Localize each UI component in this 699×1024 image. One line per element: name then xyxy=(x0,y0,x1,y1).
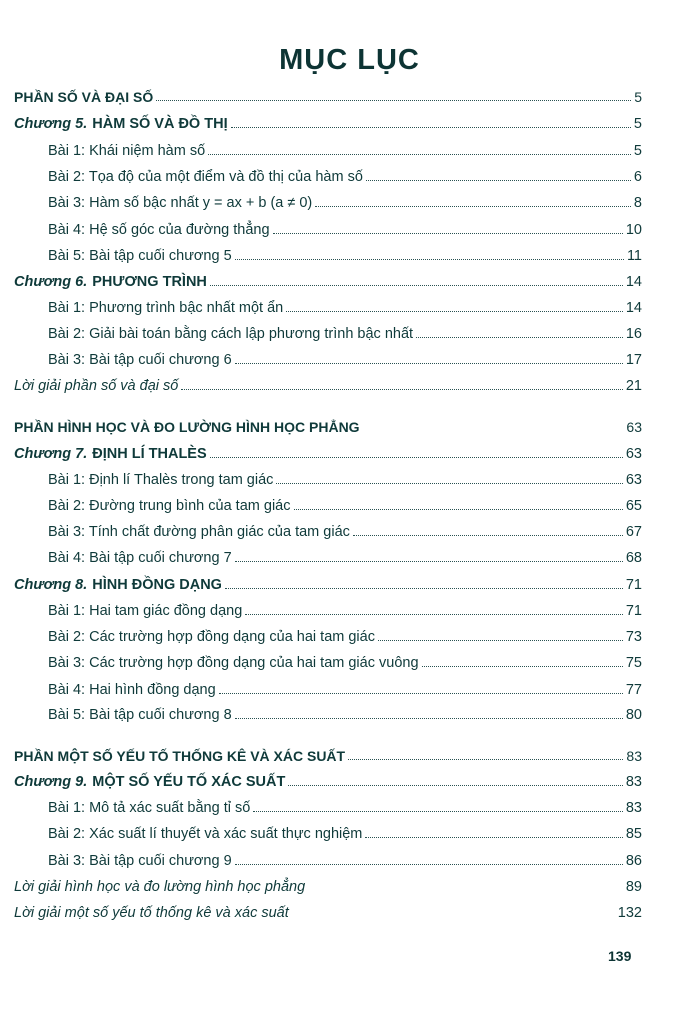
dot-leader xyxy=(366,179,631,181)
toc-chapter-entry xyxy=(14,274,642,290)
toc-lesson-entry xyxy=(48,603,642,619)
entry-label: HÀM SỐ VÀ ĐỒ THỊ xyxy=(92,116,228,132)
entry-page-number: 80 xyxy=(625,707,642,723)
chapter-number: Chương 7. xyxy=(14,446,88,462)
entry-label: Bài 1: Phương trình bậc nhất một ẩn xyxy=(48,300,284,316)
entry-label: Bài 1: Hai tam giác đồng dạng xyxy=(48,603,243,619)
toc-chapter-entry xyxy=(14,577,642,593)
toc-lesson-entry xyxy=(48,169,642,185)
entry-page-number: 14 xyxy=(625,300,642,316)
dot-leader xyxy=(235,560,623,562)
toc-solutions-entry xyxy=(14,879,642,895)
entry-page-number: 83 xyxy=(625,774,642,790)
toc-lesson-entry xyxy=(48,195,642,211)
entry-label: Bài 1: Khái niệm hàm số xyxy=(48,143,206,159)
entry-page-number: 89 xyxy=(625,879,642,895)
toc-lesson-entry xyxy=(48,498,642,514)
entry-page-number: 16 xyxy=(625,326,642,342)
entry-label: Lời giải phần số và đại số xyxy=(14,378,179,394)
dot-leader xyxy=(348,758,623,760)
toc-lesson-entry xyxy=(48,222,642,238)
entry-page-number: 68 xyxy=(625,550,642,566)
entry-label: PHẦN MỘT SỐ YẾU TỐ THỐNG KÊ VÀ XÁC SUẤT xyxy=(14,748,346,764)
entry-label: Bài 3: Hàm số bậc nhất y = ax + b (a ≠ 0) xyxy=(48,195,313,211)
dot-leader xyxy=(286,310,623,312)
entry-page-number: 10 xyxy=(625,222,642,238)
toc-solutions-entry xyxy=(14,378,642,394)
dot-leader xyxy=(235,258,624,260)
toc-lesson-entry xyxy=(48,707,642,723)
dot-leader xyxy=(235,717,623,719)
entry-page-number: 71 xyxy=(625,577,642,593)
dot-leader xyxy=(231,126,631,128)
toc-lesson-entry xyxy=(48,326,642,342)
dot-leader xyxy=(294,508,623,510)
entry-label: PHƯƠNG TRÌNH xyxy=(92,274,207,290)
toc-part-entry xyxy=(14,419,642,435)
entry-label: PHẦN SỐ VÀ ĐẠI SỐ xyxy=(14,89,154,105)
toc-lesson-entry xyxy=(48,826,642,842)
dot-leader xyxy=(181,388,623,390)
entry-label: Bài 4: Hệ số góc của đường thẳng xyxy=(48,222,270,238)
toc-lesson-entry xyxy=(48,143,642,159)
dot-leader xyxy=(210,456,623,458)
entry-label: HÌNH ĐỒNG DẠNG xyxy=(92,577,222,593)
entry-page-number: 83 xyxy=(626,748,642,764)
entry-label: Bài 3: Tính chất đường phân giác của tam giác xyxy=(48,524,350,540)
entry-page-number: 73 xyxy=(625,629,642,645)
toc-solutions-entry xyxy=(14,905,642,921)
entry-page-number: 71 xyxy=(625,603,642,619)
toc-part-entry xyxy=(14,89,642,105)
entry-label: MỘT SỐ YẾU TỐ XÁC SUẤT xyxy=(92,774,286,790)
entry-label: Lời giải hình học và đo lường hình học phẳng xyxy=(14,879,306,895)
toc-lesson-entry xyxy=(48,800,642,816)
entry-page-number: 77 xyxy=(625,682,642,698)
toc-lesson-entry xyxy=(48,655,642,671)
entry-page-number: 63 xyxy=(626,419,642,435)
chapter-number: Chương 9. xyxy=(14,774,88,790)
dot-leader xyxy=(292,916,615,917)
toc-chapter-entry xyxy=(14,774,642,790)
entry-page-number: 5 xyxy=(633,116,642,132)
entry-page-number: 67 xyxy=(625,524,642,540)
dot-leader xyxy=(363,430,624,431)
entry-page-number: 11 xyxy=(626,248,642,264)
dot-leader xyxy=(422,665,623,667)
dot-leader xyxy=(276,482,622,484)
entry-label: Lời giải một số yếu tố thống kê và xác suất xyxy=(14,905,289,921)
toc-lesson-entry xyxy=(48,472,642,488)
entry-label: Bài 5: Bài tập cuối chương 8 xyxy=(48,707,232,723)
page-number: 139 xyxy=(608,948,632,964)
entry-page-number: 85 xyxy=(625,826,642,842)
chapter-number: Chương 5. xyxy=(14,116,88,132)
entry-label: Bài 2: Đường trung bình của tam giác xyxy=(48,498,291,514)
toc-lesson-entry xyxy=(48,524,642,540)
toc-lesson-entry xyxy=(48,300,642,316)
entry-page-number: 63 xyxy=(625,472,642,488)
dot-leader xyxy=(353,534,623,536)
entry-page-number: 8 xyxy=(633,195,642,211)
toc-lesson-entry xyxy=(48,248,642,264)
entry-label: Bài 3: Các trường hợp đồng dạng của hai tam giác vuông xyxy=(48,655,419,671)
entry-label: Bài 1: Mô tả xác suất bằng tỉ số xyxy=(48,800,251,816)
dot-leader xyxy=(235,362,623,364)
entry-page-number: 5 xyxy=(633,143,642,159)
dot-leader xyxy=(156,99,631,101)
entry-page-number: 14 xyxy=(625,274,642,290)
dot-leader xyxy=(416,336,623,338)
entry-page-number: 63 xyxy=(625,446,642,462)
chapter-number: Chương 6. xyxy=(14,274,88,290)
toc-lesson-entry xyxy=(48,550,642,566)
entry-label: ĐỊNH LÍ THALÈS xyxy=(92,446,207,462)
entry-label: Bài 3: Bài tập cuối chương 6 xyxy=(48,352,232,368)
dot-leader xyxy=(225,587,623,589)
dot-leader xyxy=(315,205,631,207)
entry-label: Bài 2: Giải bài toán bằng cách lập phương trình bậc nhất xyxy=(48,326,414,342)
toc-lesson-entry xyxy=(48,629,642,645)
page-title: MỤC LỤC xyxy=(279,44,420,76)
entry-label: Bài 1: Định lí Thalès trong tam giác xyxy=(48,472,274,488)
entry-page-number: 132 xyxy=(617,905,642,921)
dot-leader xyxy=(288,784,623,786)
entry-label: Bài 3: Bài tập cuối chương 9 xyxy=(48,853,232,869)
entry-page-number: 17 xyxy=(625,352,642,368)
dot-leader xyxy=(253,810,623,812)
dot-leader xyxy=(235,863,623,865)
entry-page-number: 6 xyxy=(633,169,642,185)
entry-label: Bài 4: Hai hình đồng dạng xyxy=(48,682,216,698)
entry-label: Bài 5: Bài tập cuối chương 5 xyxy=(48,248,232,264)
dot-leader xyxy=(219,692,623,694)
entry-page-number: 86 xyxy=(625,853,642,869)
toc-chapter-entry xyxy=(14,446,642,462)
dot-leader xyxy=(365,836,622,838)
entry-label: Bài 4: Bài tập cuối chương 7 xyxy=(48,550,232,566)
dot-leader xyxy=(208,153,631,155)
toc-chapter-entry xyxy=(14,116,642,132)
dot-leader xyxy=(308,890,623,891)
entry-page-number: 21 xyxy=(625,378,642,394)
toc-lesson-entry xyxy=(48,682,642,698)
entry-label: Bài 2: Các trường hợp đồng dạng của hai tam giác xyxy=(48,629,375,645)
dot-leader xyxy=(378,639,623,641)
entry-page-number: 75 xyxy=(625,655,642,671)
entry-label: Bài 2: Tọa độ của một điểm và đồ thị của hàm số xyxy=(48,169,363,185)
toc-part-entry xyxy=(14,748,642,764)
toc-lesson-entry xyxy=(48,853,642,869)
dot-leader xyxy=(273,232,623,234)
entry-page-number: 5 xyxy=(634,89,642,105)
entry-page-number: 65 xyxy=(625,498,642,514)
dot-leader xyxy=(245,613,623,615)
dot-leader xyxy=(210,284,623,286)
toc-lesson-entry xyxy=(48,352,642,368)
entry-page-number: 83 xyxy=(625,800,642,816)
chapter-number: Chương 8. xyxy=(14,577,88,593)
entry-label: Bài 2: Xác suất lí thuyết và xác suất thực nghiệm xyxy=(48,826,363,842)
entry-label: PHẦN HÌNH HỌC VÀ ĐO LƯỜNG HÌNH HỌC PHẲNG xyxy=(14,419,360,435)
